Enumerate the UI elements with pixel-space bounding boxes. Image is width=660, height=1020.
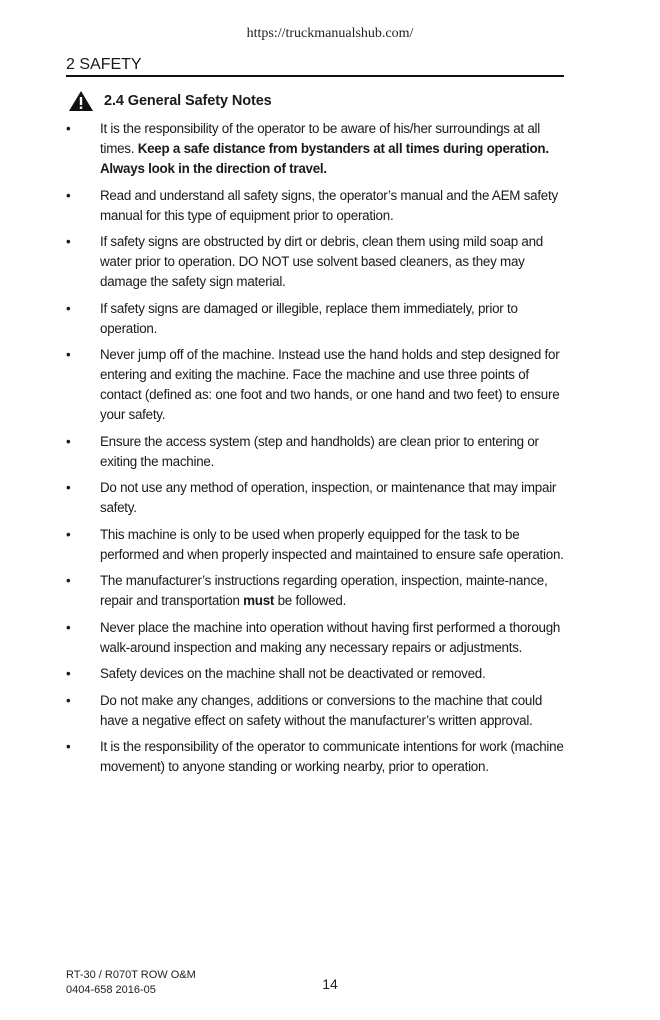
- bullet-dot: •: [66, 433, 71, 449]
- list-item: [66, 525, 566, 565]
- bullet-dot: •: [66, 300, 71, 316]
- source-url: https://truckmanualshub.com/: [246, 26, 414, 41]
- section-heading: 2 SAFETY: [66, 56, 564, 77]
- list-item-text: If safety signs are damaged or illegible, replace them immediately, prior to operation.: [100, 300, 518, 336]
- document-info: [66, 968, 196, 998]
- list-item-text: Safety devices on the machine shall not be deactivated or removed.: [100, 666, 486, 681]
- list-item-text: be followed.: [274, 593, 347, 608]
- list-item: [66, 571, 566, 611]
- list-item-text: Do not make any changes, additions or conversions to the machine that could have a negative effect on safety without the manufacturer’s written approval.: [100, 692, 543, 728]
- list-item-text: Never place the machine into operation without having first performed a thorough walk-around inspection and making any necessary repairs or adjustments.: [100, 619, 561, 655]
- bullet-dot: •: [66, 480, 71, 495]
- list-item: [66, 299, 566, 339]
- list-item-text: It is the responsibility of the operator to communicate intentions for work (machine movement) to anyone standing or working nearby, prior to operation.: [100, 739, 564, 774]
- list-item: [66, 232, 566, 292]
- warning-triangle-icon: [68, 90, 94, 112]
- bullet-dot: •: [66, 619, 71, 635]
- bullet-dot: •: [66, 666, 71, 681]
- safety-notes-list: [66, 119, 566, 784]
- list-item: [66, 737, 566, 777]
- bullet-dot: •: [66, 121, 71, 136]
- emphasized-text: must: [243, 593, 275, 608]
- bullet-dot: •: [66, 234, 71, 249]
- list-item-text: Ensure the access system (step and handholds) are clean prior to entering or exiting the machine.: [100, 433, 539, 469]
- bullet-dot: •: [66, 739, 71, 754]
- list-item-text: If safety signs are obstructed by dirt or debris, clean them using mild soap and water prior to operation. DO NOT use solvent based cleaners, as they may damage the safety sign material.: [100, 234, 543, 289]
- list-item: [66, 618, 566, 658]
- list-item: [66, 186, 566, 226]
- page-number: 14: [322, 976, 338, 992]
- list-item: [66, 345, 566, 425]
- list-item: [66, 478, 566, 518]
- bullet-dot: •: [66, 347, 71, 362]
- list-item-text: This machine is only to be used when properly equipped for the task to be performed and when properly inspected and maintained to ensure safe operation.: [100, 526, 564, 562]
- emphasized-text: Keep a safe distance from bystanders at all times during operation. Always look in the direction of travel.: [100, 141, 549, 176]
- subsection-title: 2.4 General Safety Notes: [104, 93, 272, 109]
- list-item: [66, 119, 566, 179]
- subsection-heading: [68, 90, 272, 112]
- bullet-dot: •: [66, 573, 71, 588]
- list-item: [66, 691, 566, 731]
- list-item-text: Read and understand all safety signs, the operator’s manual and the AEM safety manual for this type of equipment prior to operation.: [100, 187, 558, 223]
- list-item-text: The manufacturer’s instructions regarding operation, inspection, mainte-nance, repair and transportation: [100, 573, 548, 608]
- list-item-text: It is the responsibility of the operator to be aware of his/her surroundings at all times.: [100, 121, 540, 156]
- bullet-dot: •: [66, 692, 71, 708]
- list-item: [66, 664, 566, 684]
- list-item: [66, 432, 566, 472]
- document-title: RT-30 / R070T ROW O&M: [66, 969, 196, 981]
- list-item-text: Do not use any method of operation, inspection, or maintenance that may impair safety.: [100, 480, 557, 515]
- bullet-dot: •: [66, 187, 71, 203]
- document-code-date: 0404-658 2016-05: [66, 984, 156, 996]
- bullet-dot: •: [66, 526, 71, 542]
- list-item-text: Never jump off of the machine. Instead use the hand holds and step designed for entering and exiting the machine. Face the machine and use three points of contact (defined as: one foot and two hands, or one hand and two feet) to ensure your safety.: [100, 347, 560, 422]
